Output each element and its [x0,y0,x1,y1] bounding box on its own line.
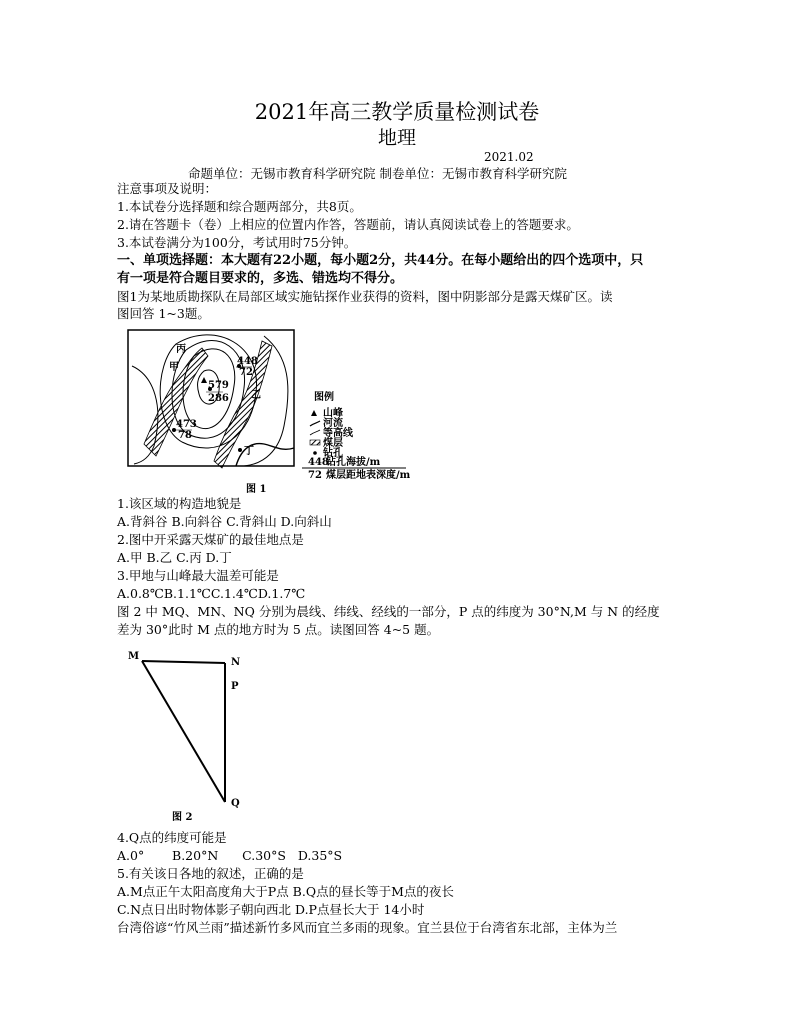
label-yi: 乙 [251,390,261,401]
drill-label-top: 448 [237,356,258,367]
legend-elev-label: 钻孔海拔/m [326,457,381,468]
legend-contour: 等高线 [323,428,353,439]
q3-options: A.0.8℃B.1.1℃C.1.4℃D.1.7℃ [117,586,306,601]
figure1-intro-line2: 图回答 1~3题。 [117,306,210,321]
figure1-caption: 图 1 [246,484,267,495]
exam-date: 2021.02 [484,150,534,164]
label-jia: 甲 [169,362,179,373]
figure2-diagram [124,645,254,825]
exam-units: 命题单位：无锡市教育科学研究院 制卷单位：无锡市教育科学研究院 [188,166,567,181]
section1-heading-line1: 一、单项选择题：本大题有22小题，每小题2分，共44分。在每小题给出的四个选项中，只 [117,253,644,268]
passage-line1: 台湾俗谚“竹风兰雨”描述新竹多风而宜兰多雨的现象。宜兰县位于台湾省东北部，主体为兰 [117,920,618,935]
line-MQ [142,661,225,802]
drill-label-bottom: 78 [178,430,192,441]
label-bing: 丙 [176,344,186,355]
label-ding: 丁 [244,446,254,457]
drill-point [238,448,242,452]
figure2-intro-line2: 差为 30°此时 M 点的地方时为 5 点。读图回答 4~5 题。 [117,622,440,637]
figure1-map [124,326,424,496]
drill-label-top: 579 [208,380,229,391]
legend-title: 图例 [314,392,334,403]
legend-depth-label: 煤层距地表深度/m [326,470,411,481]
drill-label-bottom: 72 [239,367,253,378]
legend-peak: 山峰 [323,408,343,419]
figure2-caption: 图 2 [172,812,193,823]
exam-title: 2021年高三教学质量检测试卷 [254,100,540,124]
note-item-3: 3.本试卷满分为100分，考试用时75分钟。 [117,235,357,250]
point-Q-label: Q [231,798,240,809]
legend-coal: 煤层 [323,438,343,449]
peak-icon [201,377,207,383]
q1-stem: 1.该区域的构造地貌是 [117,496,242,511]
point-N-label: N [231,657,241,668]
note-item-1: 1.本试卷分选择题和综合题两部分，共8页。 [117,199,362,214]
legend-elev-sample: 448 [308,457,329,468]
q5-options-ab: A.M点正午太阳高度角大于P点 B.Q点的昼长等于M点的夜长 [117,884,454,899]
point-M-label: M [128,651,140,662]
q2-options: A.甲 B.乙 C.丙 D.丁 [117,550,232,565]
figure2-intro-line1: 图 2 中 MQ、MN、NQ 分别为晨线、纬线、经线的一部分，P 点的纬度为 30°N,M 与 N 的经度 [117,604,660,619]
note-item-2: 2.请在答题卡（卷）上相应的位置内作答，答题前，请认真阅读试卷上的答题要求。 [117,217,579,232]
q2-stem: 2.图中开采露天煤矿的最佳地点是 [117,532,304,547]
line-MN [142,661,225,663]
q1-options: A.背斜谷 B.向斜谷 C.背斜山 D.向斜山 [117,514,332,529]
legend-river: 河流 [323,418,343,429]
legend-depth-sample: 72 [308,470,322,481]
section1-heading-line2: 有一项是符合题目要求的，多选、错选均不得分。 [117,271,404,286]
drill-label-top: 473 [176,419,197,430]
q3-stem: 3.甲地与山峰最大温差可能是 [117,568,279,583]
q4-stem: 4.Q点的纬度可能是 [117,830,227,845]
point-P-label: P [231,681,239,692]
q5-stem: 5.有关该日各地的叙述，正确的是 [117,866,304,881]
q5-options-cd: C.N点日出时物体影子朝向西北 D.P点昼长大于 14小时 [117,902,425,917]
legend-drill: 钻孔 [323,448,343,459]
q4-options: A.0° B.20°N C.30°S D.35°S [117,848,343,863]
drill-label-bottom: 286 [208,393,229,404]
exam-subject: 地理 [377,127,416,149]
figure1-intro-line1: 图1为某地质勘探队在局部区域实施钻探作业获得的资料，图中阴影部分是露天煤矿区。读 [117,289,613,304]
notes-heading: 注意事项及说明： [117,181,218,196]
